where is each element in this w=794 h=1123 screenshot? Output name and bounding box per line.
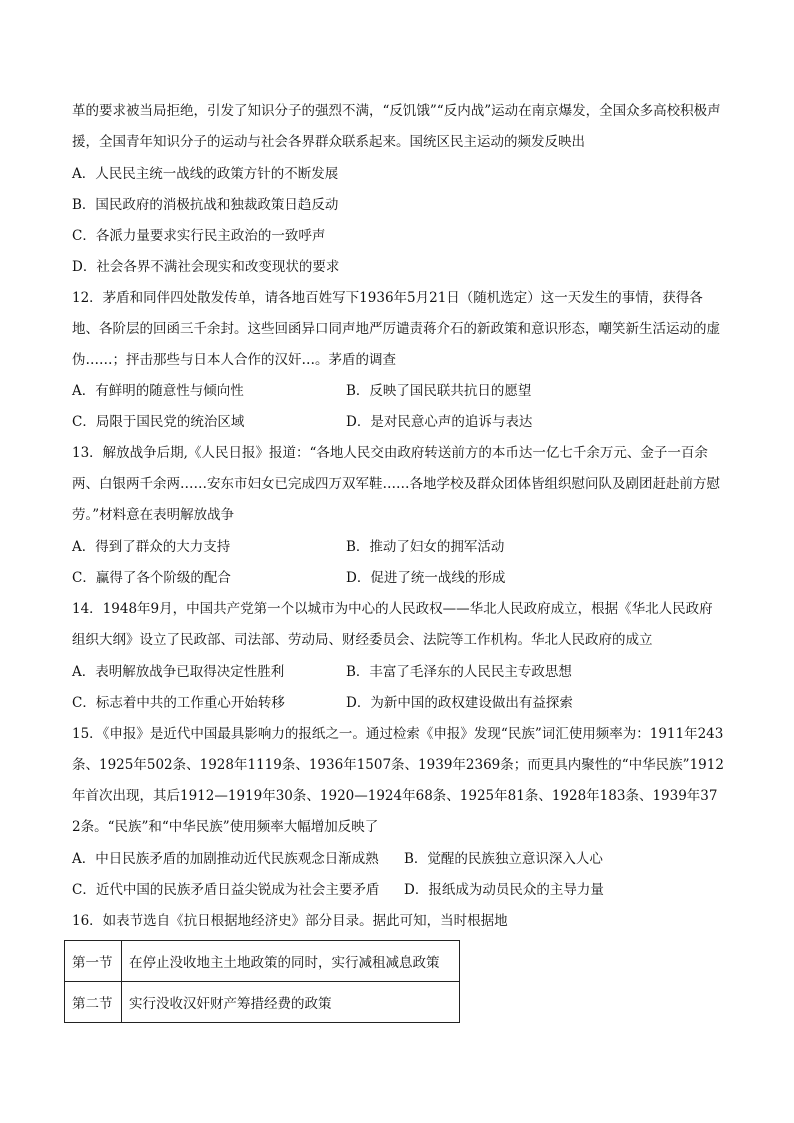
q15-option-c: C．近代中国的民族矛盾日益尖锐成为社会主要矛盾: [72, 882, 380, 898]
q14-option-c: C．标志着中共的工作重心开始转移: [72, 695, 285, 711]
section-title: 在停止没收地主土地政策的同时，实行减租减息政策: [122, 941, 460, 982]
question-13-stem: 13．解放战争后期,《人民日报》报道：“各地人民交由政府转送前方的本币达一亿七千余万元、金子一百余两、白银两千余两……安东市妇女已完成四万双军鞋……各地学校及群众团体皆组织慰问队及剧团赶赴前方慰劳。”材料意在表明解放战争: [72, 445, 720, 523]
q11-option-d: D．社会各界不满社会现实和改变现状的要求: [72, 259, 340, 275]
q12-option-d: D．是对民意心声的追诉与表达: [346, 414, 533, 430]
question-14-stem: 14．1948年9月，中国共产党第一个以城市为中心的人民政权——华北人民政府成立，根据《华北人民政府组织大纲》设立了民政部、司法部、劳动局、财经委员会、法院等工作机构。华北人民政府的成立: [72, 601, 713, 648]
q14-option-a: A．表明解放战争已取得决定性胜利: [72, 664, 285, 680]
question-15-stem: 15．《申报》是近代中国最具影响力的报纸之一。通过检索《申报》发现“民族”词汇使用频率为：1911年243条、1925年502条、1928年1119条、1936年1507条、1939年2369条；而更具内聚性的“中华民族”1912年首次出现，其后1912—1919年30条、1920—1924年68条、1925年81条、1928年183条、1939年372条。“民族”和“中华民族”使用频率大幅增加反映了: [72, 726, 724, 835]
table-of-contents: [64, 940, 460, 1023]
q14-option-d: D．为新中国的政权建设做出有益探索: [346, 695, 573, 711]
section-number: 第一节: [65, 941, 122, 982]
q11-option-a: A．人民民主统一战线的政策方针的不断发展: [72, 166, 339, 182]
q11-option-b: B．国民政府的消极抗战和独裁政策日趋反动: [72, 197, 339, 213]
table-row: [65, 941, 460, 982]
q13-option-c: C．赢得了各个阶级的配合: [72, 570, 231, 586]
q12-option-b: B．反映了国民联共抗日的愿望: [346, 383, 532, 399]
q15-option-b: B．觉醒的民族独立意识深入人心: [404, 851, 603, 867]
q14-option-b: B．丰富了毛泽东的人民民主专政思想: [346, 664, 572, 680]
section-number: 第二节: [65, 982, 122, 1023]
q15-option-d: D．报纸成为动员民众的主导力量: [404, 882, 604, 898]
q13-option-d: D．促进了统一战线的形成: [346, 570, 506, 586]
q15-option-a: A．中日民族矛盾的加剧推动近代民族观念日渐成熟: [72, 851, 379, 867]
q12-option-a: A．有鲜明的随意性与倾向性: [72, 383, 244, 399]
q13-option-b: B．推动了妇女的拥军活动: [346, 539, 505, 555]
question-11-stem: 革的要求被当局拒绝，引发了知识分子的强烈不满，“反饥饿”“反内战”运动在南京爆发，全国众多高校积极声援，全国青年知识分子的运动与社会各界群众联系起来。国统区民主运动的频发反映出: [72, 103, 721, 150]
q12-option-c: C．局限于国民党的统治区域: [72, 414, 245, 430]
section-title: 实行没收汉奸财产筹措经费的政策: [122, 982, 460, 1023]
question-12-stem: 12．茅盾和同伴四处散发传单，请各地百姓写下1936年5月21日（随机选定）这一天发生的事情，获得各地、各阶层的回函三千余封。这些回函异口同声地严厉谴责蒋介石的新政策和意识形态，嘲笑新生活运动的虚伪……；抨击那些与日本人合作的汉奸…。茅盾的调查: [72, 290, 720, 368]
table-row: [65, 982, 460, 1023]
q13-option-a: A．得到了群众的大力支持: [72, 539, 231, 555]
q11-option-c: C．各派力量要求实行民主政治的一致呼声: [72, 228, 326, 244]
question-16-stem: 16．如表节选自《抗日根据地经济史》部分目录。据此可知，当时根据地: [72, 913, 508, 929]
